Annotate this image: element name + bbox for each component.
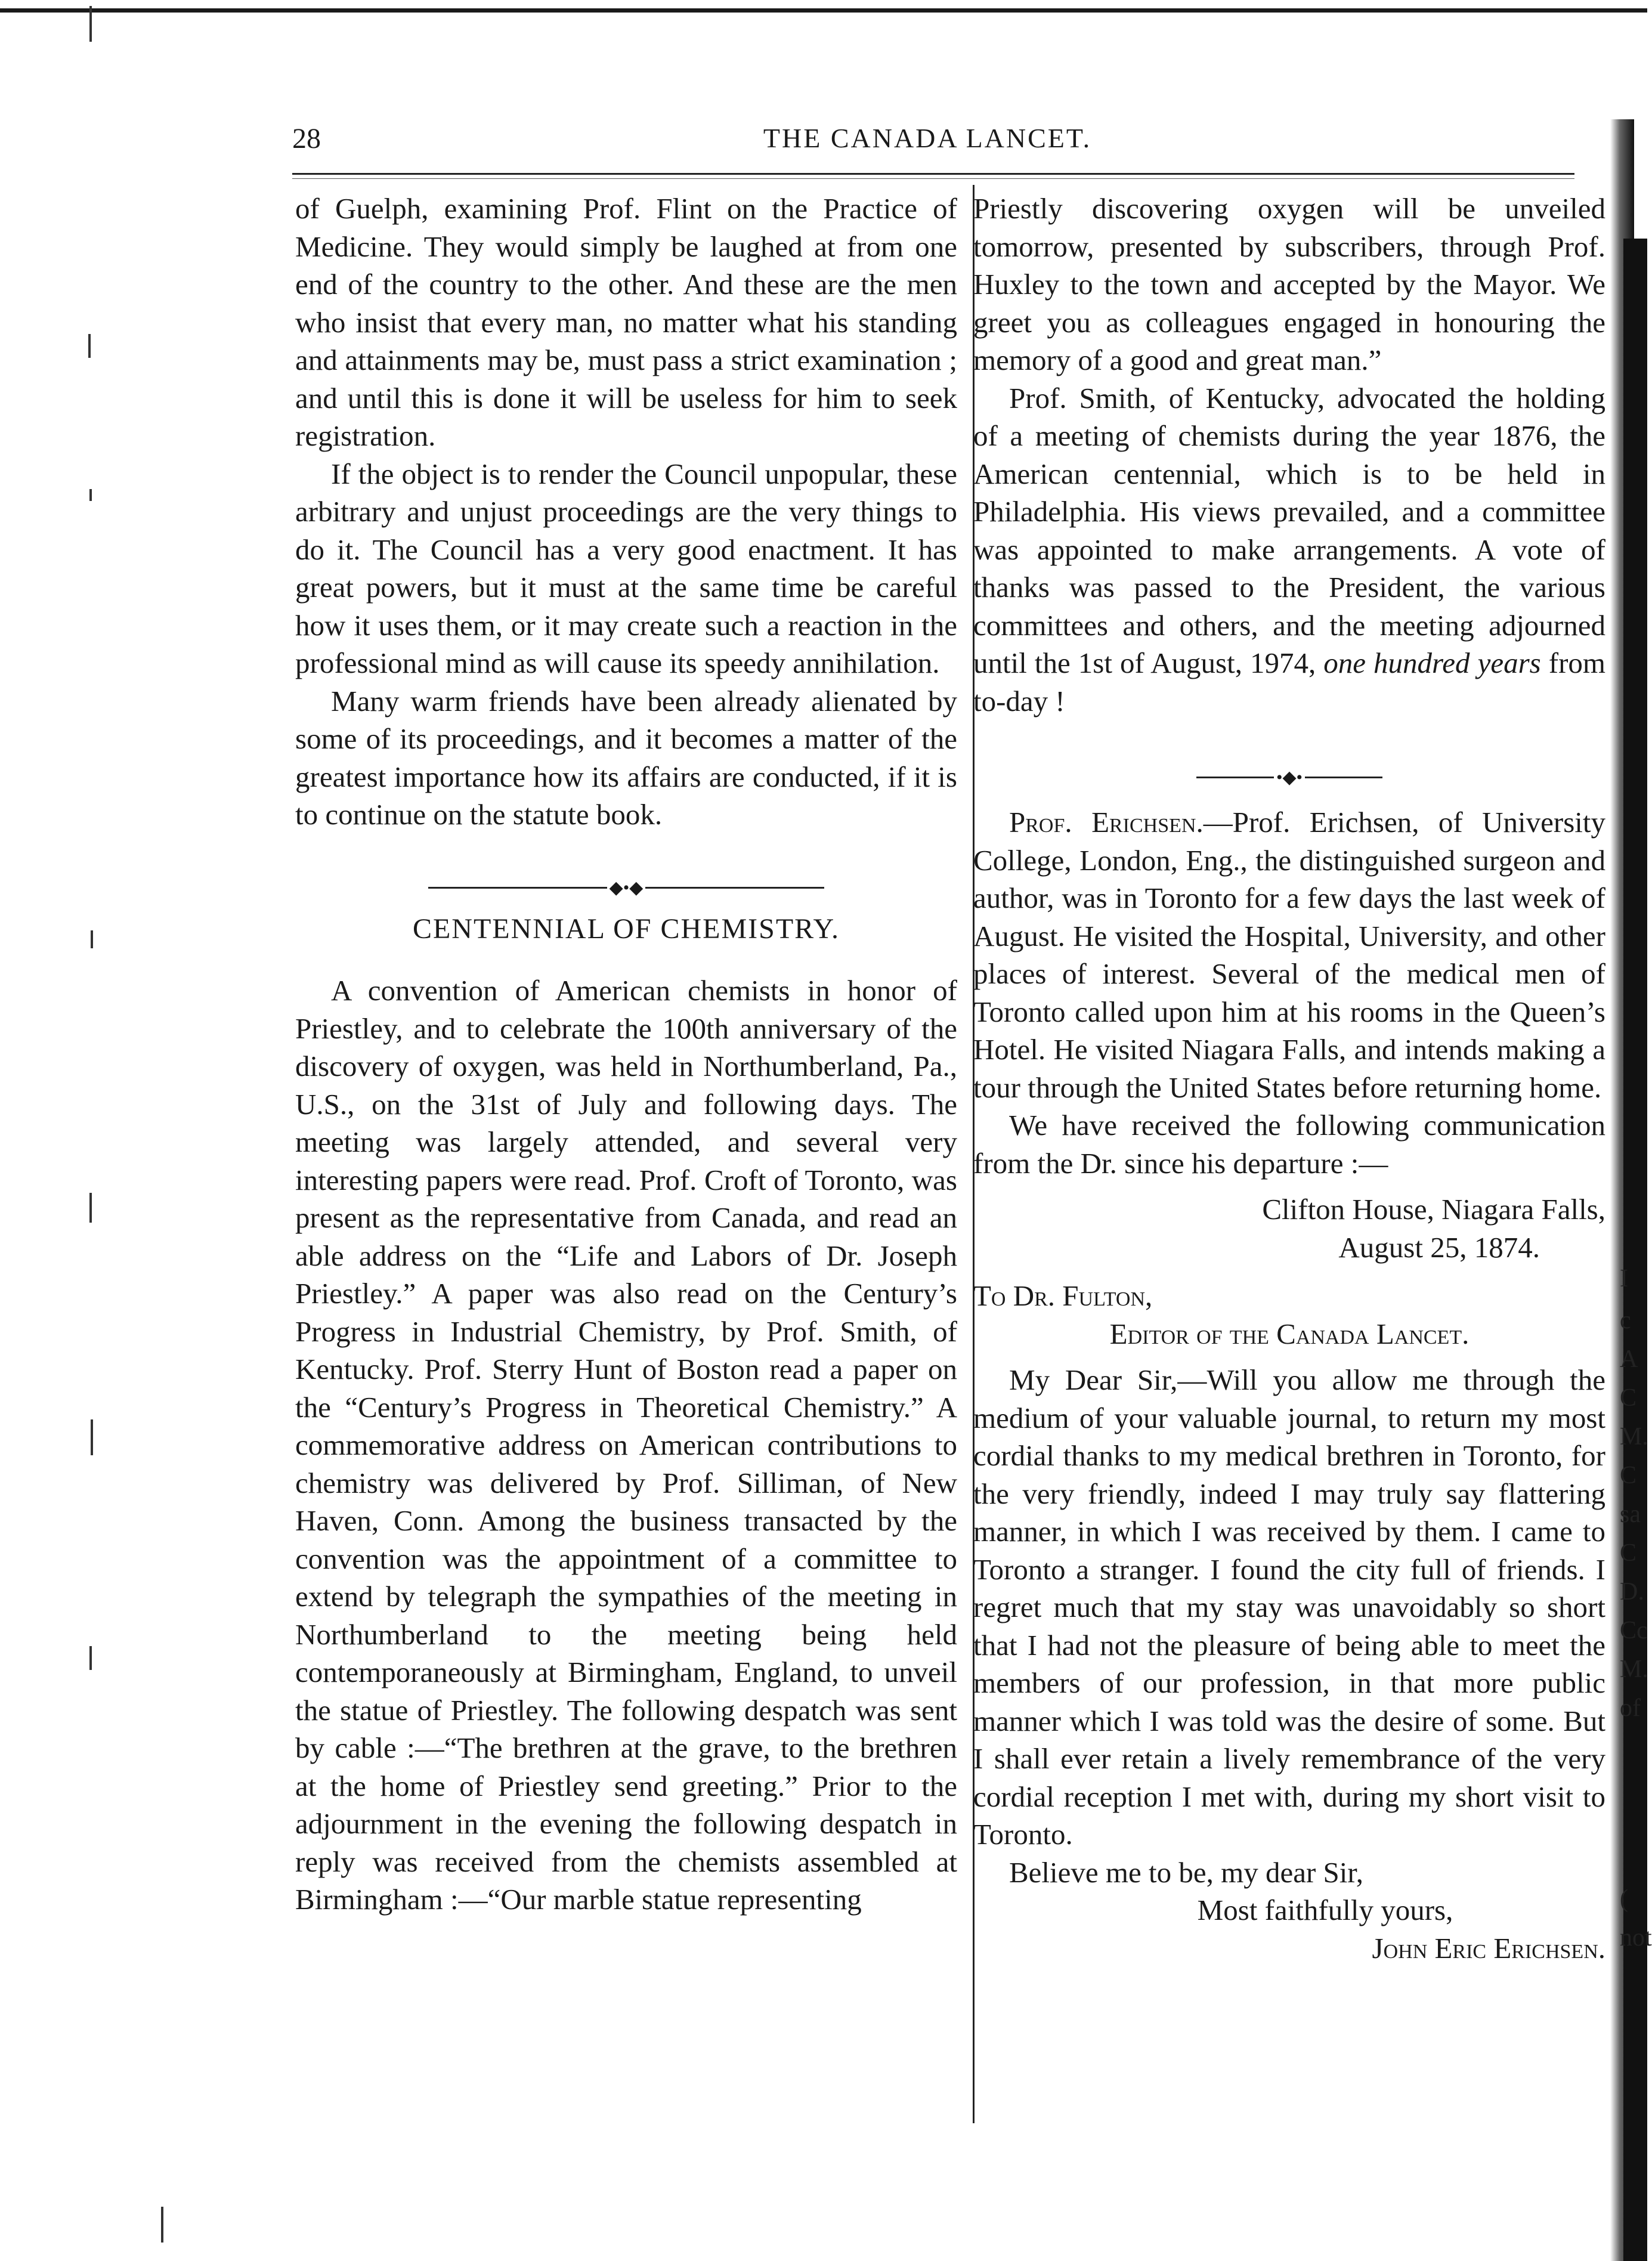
- letter-address-line-1: Clifton House, Niagara Falls,: [1262, 1193, 1605, 1226]
- right-column: [973, 190, 1605, 1967]
- letter-date: August 25, 1874.: [1338, 1230, 1540, 1264]
- edge-fragment: Cc: [1620, 1617, 1648, 1644]
- edge-fragment: M.: [1620, 1423, 1648, 1450]
- left-margin-marks: [0, 0, 179, 2261]
- left-column: [295, 190, 957, 1919]
- communication-intro: We have received the following communication from the Dr. since his departure :—: [973, 1109, 1605, 1180]
- edge-fragment: C: [1620, 1539, 1637, 1567]
- left-paragraph-3: Many warm friends have been already alienated by some of its proceedings, and it becomes a matter of the greatest importance how its affairs are conducted, if it is to continue on the statute book.: [295, 684, 957, 831]
- edge-fragment: A: [1620, 1346, 1638, 1373]
- letter-recipient: To Dr. Fulton,: [973, 1279, 1153, 1312]
- left-paragraph-4: A convention of American chemists in honor of Priestley, and to celebrate the 100th anniversary of the discovery of oxygen, was held in Northumberland, Pa., U.S., on the 31st of July and following days. The meeting was largely attended, and several very interesting papers were read. Prof. Croft of Toronto, was present as the representative from Canada, and read an able address on the “Life and Labors of Dr. Joseph Priestley.” A paper was also read on the Century’s Progress in Industrial Chemistry, by Prof. Smith, of Kentucky. Prof. Sterry Hunt of Boston read a paper on the “Century’s Progress in Theoretical Chemistry.” A commemorative address on American contributions to chemistry was delivered by Prof. Silliman, of New Haven, Conn. Among the business transacted by the convention was the appointment of a committee to extend by telegraph the sympathies of the meeting in Northumberland to the meeting being held contemporaneously at Birmingham, England, to unveil the statue of Priestley. The following despatch was sent by cable :—“The brethren at the grave, to the brethren at the home of Priestley send greeting.” Prior to the adjournment in the evening the following despatch in reply was received from the chemists assembled at Birmingham :—“Our marble statue representing: [295, 974, 957, 1916]
- header-rule: [292, 173, 1574, 179]
- page-binding-shadow: [1623, 239, 1647, 2261]
- edge-fragment: not: [1620, 1924, 1652, 1951]
- right-paragraph-2-italic: one hundred years: [1323, 647, 1541, 679]
- right-paragraph-1: Priestly discovering oxygen will be unveiled tomorrow, presented by subscribers, through Prof. Huxley to the town and accepted by the Mayor. We greet you as colleagues engaged in honouring the memory of a good and great man.”: [973, 192, 1605, 376]
- edge-fragment: sa: [1620, 1501, 1641, 1528]
- running-title: THE CANADA LANCET.: [763, 123, 1092, 153]
- right-paragraph-2: [973, 379, 1605, 720]
- edge-fragment: C: [1620, 1384, 1637, 1412]
- left-paragraph-1: of Guelph, examining Prof. Flint on the Practice of Medicine. They would simply be laughed at from one end of the country to the other. And these are the men who insist that every man, no matter what his standing and attainments may be, must pass a strict examination ; and until this is done it will be useless for him to seek registration.: [295, 192, 957, 452]
- edge-fragment: of: [1620, 1694, 1641, 1722]
- news-ornament: •◆•: [973, 756, 1605, 768]
- letter-closing-1: Believe me to be, my dear Sir,: [1009, 1855, 1364, 1889]
- letter-closing-2: Most faithfully yours,: [1197, 1894, 1453, 1926]
- erichsen-lead: Prof. Erichsen.: [1009, 806, 1204, 839]
- letter-body: My Dear Sir,—Will you allow me through the medium of your valuable journal, to return my most cordial thanks to my medical brethren in Toronto, for the very friendly, indeed I may truly say flattering manner, in which I was received by them. I came to Toronto a stranger. I found the city full of friends. I regret much that my stay was unavoidably so short that I had not the pleasure of being able to meet the members of our profession, in that more public manner which I was told was the desire of some. But I shall ever retain a lively remembrance of the very cordial reception I met with, during my short visit to Toronto.: [973, 1363, 1605, 1851]
- letter-recipient-title: Editor of the Canada Lancet.: [1109, 1317, 1470, 1350]
- right-paragraph-2-start: Prof. Smith, of Kentucky, advocated the holding of a meeting of chemists during the year 1876, the American centennial, which is to be held in Philadelphia. His views prevailed, and a committee was appointed to make arrangements. A vote of thanks was passed to the President, the various committees and others, and the meeting adjourned until the 1st of August, 1974,: [973, 381, 1605, 679]
- section-heading: CENTENNIAL OF CHEMISTRY.: [412, 913, 840, 945]
- edge-fragment: c: [1620, 1307, 1631, 1334]
- edge-fragment: M.: [1620, 1656, 1648, 1683]
- erichsen-text: —Prof. Erichsen, of University College, London, Eng., the distinguished surgeon and author, was in Toronto for a few days the last week of August. He visited the Hospital, University, and other places of interest. Several of the medical men of Toronto called upon him at his rooms in the Queen’s Hotel. He visited Niagara Falls, and intends making a tour through the United States before returning home.: [973, 806, 1605, 1104]
- right-paragraph-2-end: from to-day !: [973, 647, 1605, 717]
- page-number: 28: [292, 123, 321, 154]
- top-scan-rule: [0, 8, 1647, 13]
- left-paragraph-2: If the object is to render the Council unpopular, these arbitrary and unjust proceedings are the very things to do it. The Council has a very good enactment. It has great powers, but it must at the same time be careful how it uses them, or it may create such a reaction in the professional mind as will cause its speedy annihilation.: [295, 457, 957, 679]
- edge-fragment: I: [1620, 1265, 1628, 1292]
- page-header: [292, 122, 1563, 164]
- erichsen-paragraph: [973, 803, 1605, 1106]
- edge-fragment: D.: [1620, 1578, 1644, 1606]
- letter-signature: John Eric Erichsen.: [1372, 1931, 1605, 1965]
- edge-fragment: C: [1620, 1462, 1637, 1489]
- section-ornament: ◆•◆: [295, 866, 957, 878]
- edge-fragment: (: [1620, 1885, 1628, 1913]
